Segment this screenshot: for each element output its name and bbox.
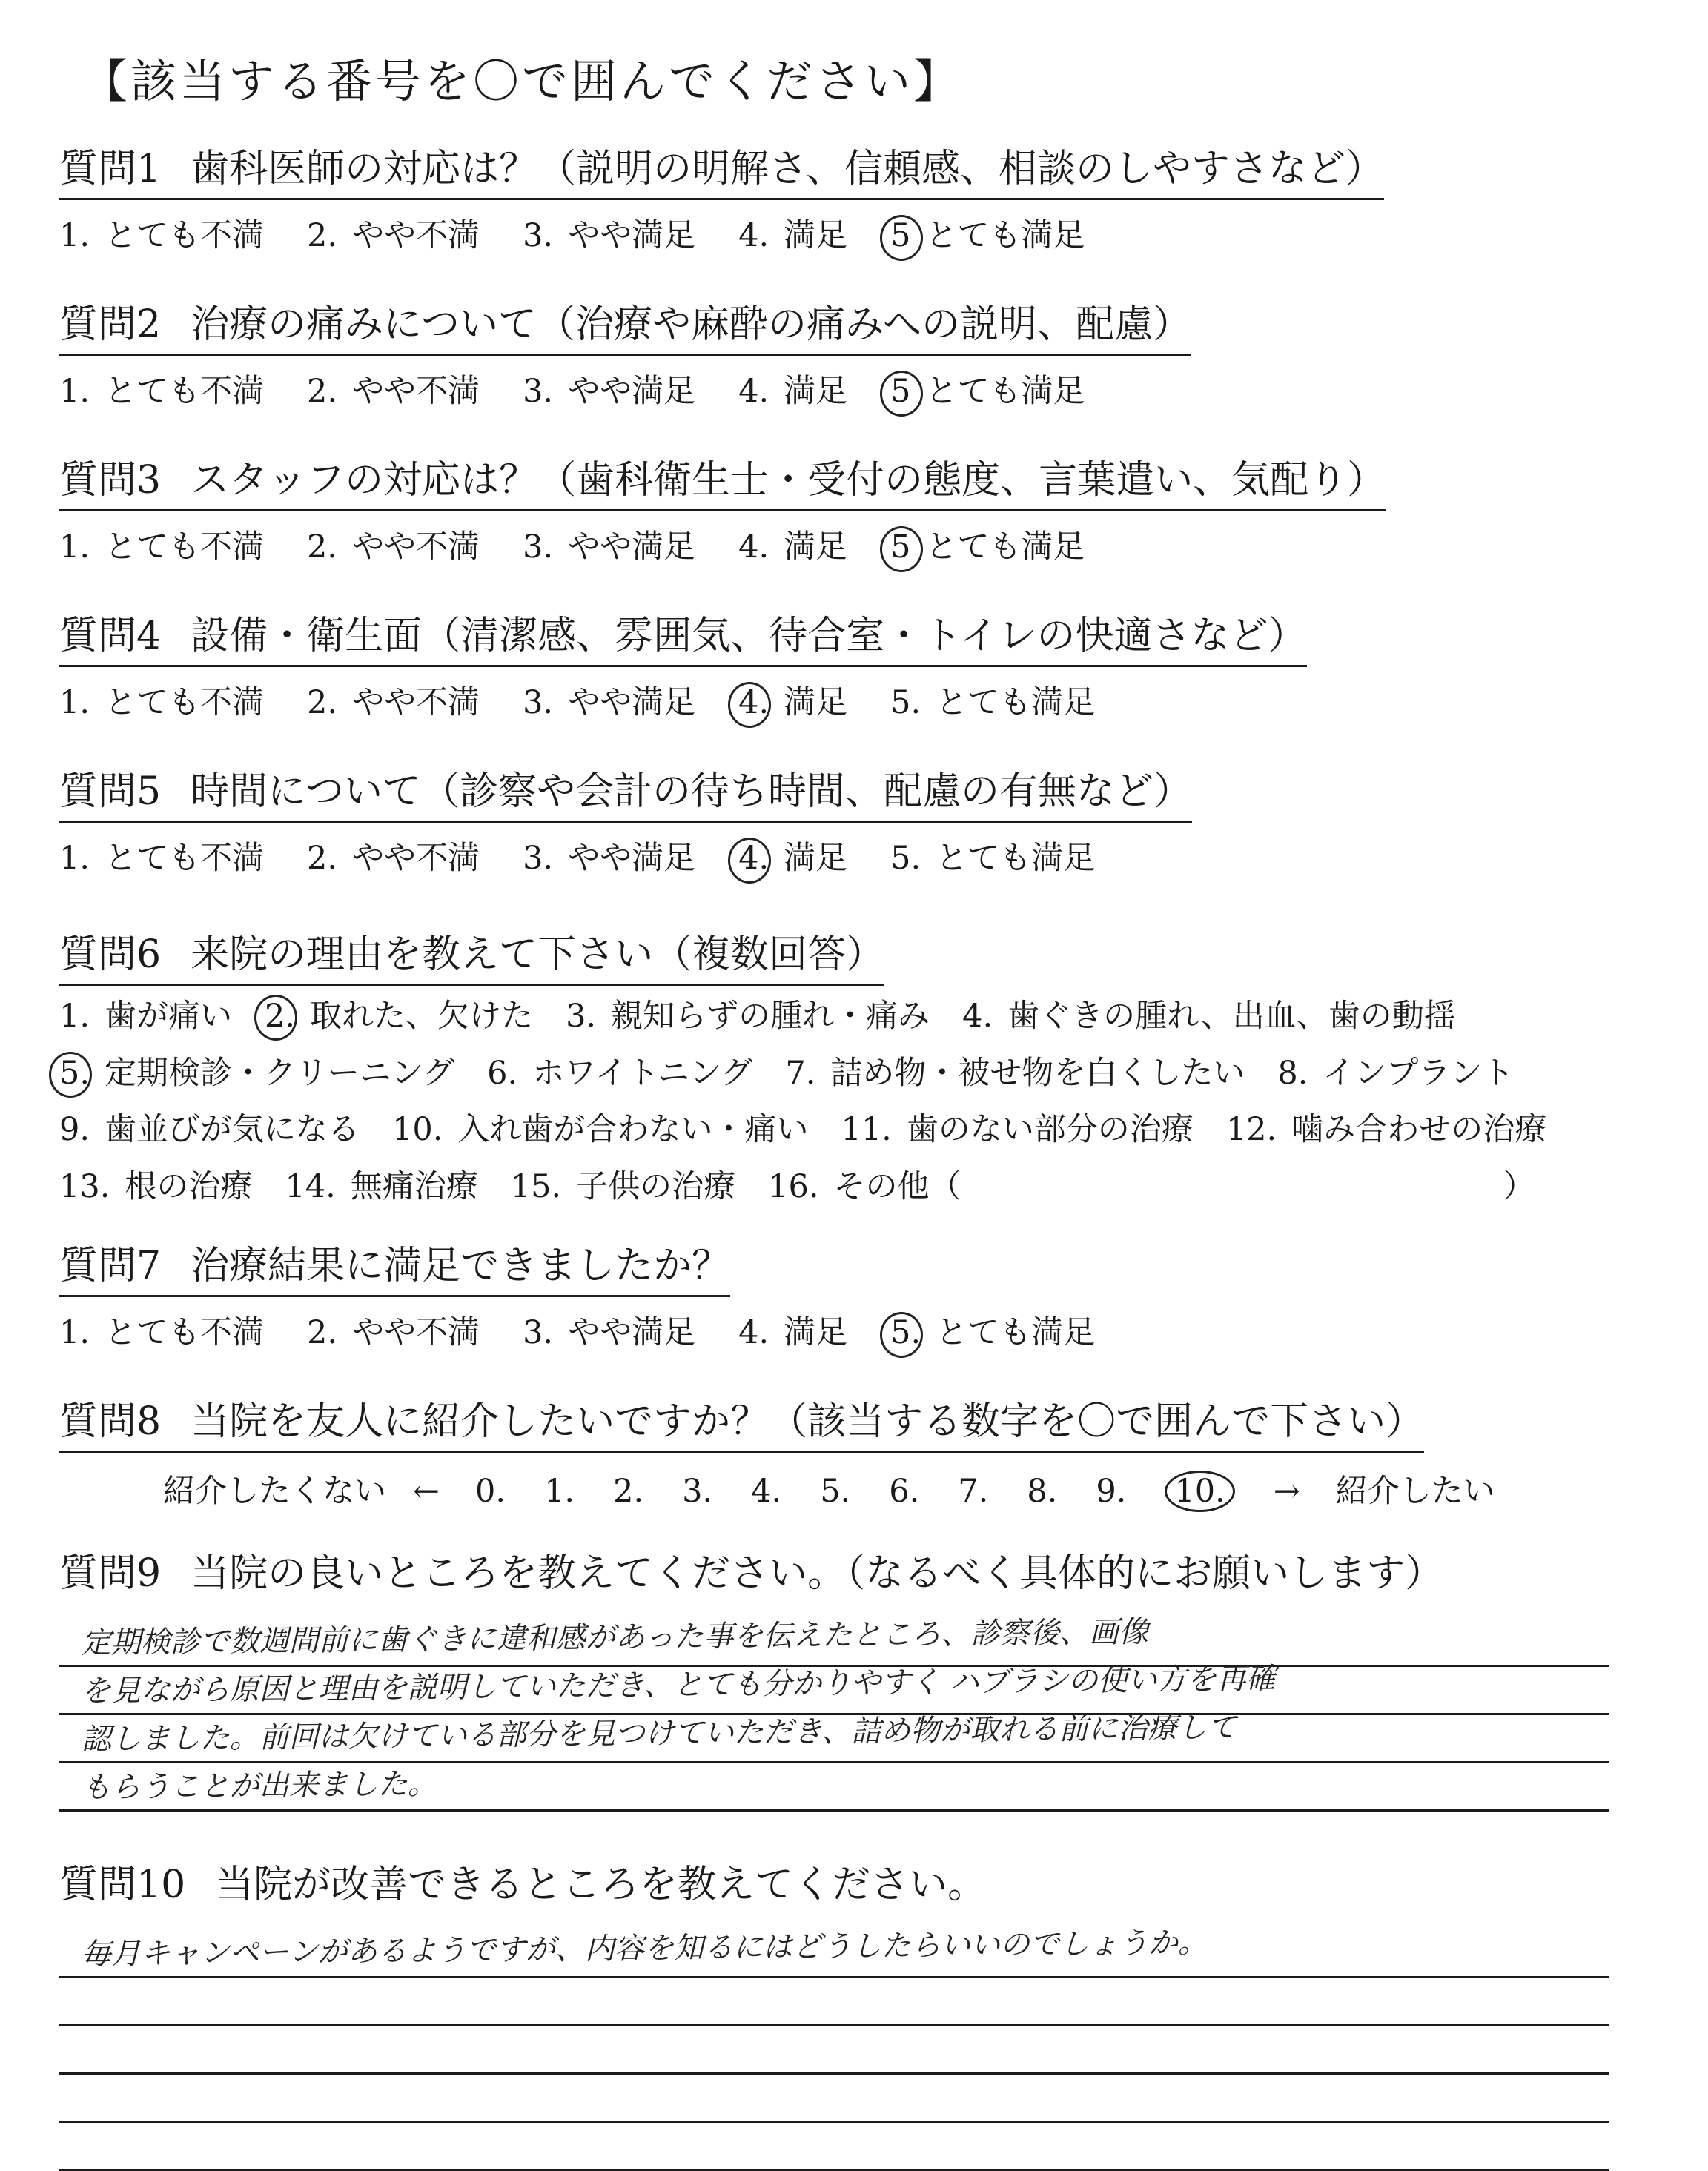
scale-value: 6. bbox=[889, 1472, 920, 1510]
option bbox=[523, 366, 695, 417]
option-label: ホワイトニング bbox=[532, 1054, 753, 1092]
option-number: 5. bbox=[890, 839, 921, 877]
scale-value: 1. bbox=[544, 1472, 575, 1510]
question-label: 質問8 bbox=[59, 1399, 162, 1444]
question-label: 質問9 bbox=[59, 1551, 162, 1596]
option bbox=[1277, 1047, 1514, 1100]
option-label: やや不満 bbox=[352, 216, 480, 254]
question-4 bbox=[59, 611, 1661, 728]
option-number: 3. bbox=[523, 1313, 554, 1351]
option-number: 4. bbox=[738, 677, 769, 729]
option-label: やや不満 bbox=[352, 528, 480, 566]
option-number: 14. bbox=[285, 1168, 336, 1206]
option-number: 8. bbox=[1277, 1054, 1308, 1092]
option-label: 子供の治療 bbox=[576, 1168, 736, 1206]
question-title bbox=[59, 611, 1307, 667]
option bbox=[307, 1307, 480, 1359]
option-label: 無痛治療 bbox=[350, 1168, 478, 1206]
option bbox=[841, 1104, 1193, 1156]
option-label: とても不満 bbox=[105, 1313, 265, 1351]
option bbox=[59, 522, 264, 573]
scale-value: 4. bbox=[751, 1472, 782, 1510]
option-number: 11. bbox=[841, 1111, 892, 1149]
scale-value: 0. bbox=[475, 1472, 506, 1510]
option-label: 満足 bbox=[784, 528, 848, 566]
option-label: とても満足 bbox=[925, 372, 1085, 410]
question-text: 来院の理由を教えて下さい（複数回答） bbox=[191, 932, 885, 977]
option-label: とても満足 bbox=[936, 839, 1096, 877]
option bbox=[523, 1307, 695, 1359]
question-3 bbox=[59, 456, 1661, 572]
question-text: 歯科医師の対応は？（説明の明解さ、信頼感、相談のしやすさなど） bbox=[191, 147, 1385, 191]
handwritten-answer: 定期検診で数週間前に歯ぐきに違和感があった事を伝えたところ、診察後、画像 bbox=[81, 1614, 1149, 1660]
option-label: 取れた、欠けた bbox=[310, 997, 534, 1035]
option-label: やや満足 bbox=[568, 683, 696, 721]
option-label: 歯ぐきの腫れ、出血、歯の動揺 bbox=[1007, 997, 1456, 1035]
option bbox=[962, 990, 1456, 1043]
answer-line bbox=[59, 1763, 1609, 1812]
option-label: 親知らずの腫れ・痛み bbox=[611, 997, 930, 1035]
option-label: 満足 bbox=[784, 1313, 848, 1351]
option-label: やや満足 bbox=[568, 372, 696, 410]
option-row bbox=[59, 1161, 1661, 1213]
option-number: 4. bbox=[738, 833, 769, 884]
option-label: 入れ歯が合わない・痛い bbox=[457, 1111, 809, 1149]
option bbox=[890, 677, 1095, 729]
question-label: 質問10 bbox=[59, 1863, 186, 1907]
option-label: 満足 bbox=[784, 683, 848, 721]
option-row bbox=[59, 990, 1661, 1043]
option bbox=[59, 211, 264, 262]
option bbox=[785, 1047, 1245, 1100]
option-number: 2. bbox=[307, 528, 338, 566]
option-number: 5. bbox=[890, 1307, 921, 1359]
option-label: とても満足 bbox=[925, 528, 1085, 566]
question-text: 設備・衛生面（清潔感、雰囲気、待合室・トイレの快適さなど） bbox=[191, 614, 1307, 658]
option bbox=[523, 211, 695, 262]
question-title bbox=[59, 300, 1191, 356]
question-9 bbox=[59, 1549, 1661, 1812]
option-number: 2. bbox=[265, 990, 295, 1043]
question-text: 当院が改善できるところを教えてください。 bbox=[215, 1863, 987, 1907]
option-selected bbox=[59, 1047, 454, 1100]
question-2 bbox=[59, 300, 1661, 417]
option-number: 7. bbox=[785, 1054, 816, 1092]
option-label: やや不満 bbox=[352, 839, 480, 877]
option bbox=[307, 522, 480, 573]
option-label: とても不満 bbox=[105, 683, 265, 721]
option-label: やや不満 bbox=[352, 1313, 480, 1351]
right-arrow: → bbox=[1273, 1472, 1300, 1510]
option-label: その他（ ） bbox=[833, 1168, 1535, 1206]
option-label: 満足 bbox=[784, 839, 848, 877]
question-title bbox=[59, 767, 1192, 823]
option bbox=[59, 990, 232, 1043]
question-label: 質問5 bbox=[59, 769, 162, 814]
option-label: やや満足 bbox=[568, 528, 696, 566]
option bbox=[59, 1104, 360, 1156]
question-title bbox=[59, 1397, 1424, 1453]
option-number: 6. bbox=[487, 1054, 518, 1092]
scale-value-selected: 10. bbox=[1165, 1471, 1234, 1512]
question-text: 当院の良いところを教えてください。（なるべく具体的にお願いします） bbox=[191, 1551, 1444, 1596]
option bbox=[738, 522, 847, 573]
answer-lines bbox=[59, 1614, 1609, 1812]
option-selected bbox=[738, 677, 847, 729]
option bbox=[768, 1161, 1535, 1213]
option-selected bbox=[738, 833, 847, 884]
option bbox=[307, 211, 480, 262]
option bbox=[307, 677, 480, 729]
question-8 bbox=[59, 1397, 1661, 1512]
answer-options bbox=[59, 366, 1661, 417]
question-title bbox=[59, 145, 1384, 200]
scale-right-label: 紹介したい bbox=[1335, 1472, 1495, 1510]
option bbox=[523, 522, 695, 573]
option-label: 歯のない部分の治療 bbox=[906, 1111, 1194, 1149]
option-number: 5 bbox=[890, 211, 910, 262]
option bbox=[307, 833, 480, 884]
scale-value: 5. bbox=[820, 1472, 851, 1510]
option-label: とても不満 bbox=[105, 528, 265, 566]
option-number: 12. bbox=[1225, 1111, 1277, 1149]
option-label: とても不満 bbox=[105, 372, 265, 410]
question-text: 時間について（診察や会計の待ち時間、配慮の有無など） bbox=[191, 769, 1193, 814]
question-label: 質問4 bbox=[59, 614, 162, 658]
left-arrow: ← bbox=[413, 1472, 440, 1510]
option bbox=[738, 366, 847, 417]
option-selected bbox=[890, 522, 1085, 573]
option-number: 5 bbox=[890, 522, 910, 573]
option-number: 3. bbox=[523, 528, 554, 566]
option-number: 2. bbox=[307, 216, 338, 254]
option-number: 15. bbox=[510, 1168, 562, 1206]
answer-line bbox=[59, 2026, 1609, 2075]
option-number: 3. bbox=[566, 997, 597, 1035]
handwritten-answer: 毎月キャンペーンがあるようですが、内容を知るにはどうしたらいいのでしょうか。 bbox=[81, 1925, 1208, 1972]
option-row bbox=[59, 1104, 1661, 1156]
option-label: 歯が痛い bbox=[105, 997, 233, 1035]
answer-options bbox=[59, 522, 1661, 573]
option-number: 1. bbox=[59, 997, 90, 1035]
option-number: 2. bbox=[307, 839, 338, 877]
option-number: 4. bbox=[738, 216, 769, 254]
option-number: 4. bbox=[738, 528, 769, 566]
option-number: 13. bbox=[59, 1168, 110, 1206]
option-number: 4. bbox=[738, 1313, 769, 1351]
page-title: 【該当する番号を〇で囲んでください】 bbox=[82, 54, 963, 108]
question-text: スタッフの対応は？（歯科衛生士・受付の態度、言葉遣い、気配り） bbox=[191, 458, 1386, 503]
recommend-scale bbox=[163, 1466, 1661, 1512]
q6-options bbox=[59, 990, 1661, 1214]
question-label: 質問7 bbox=[59, 1244, 162, 1288]
option-number: 2. bbox=[307, 1313, 338, 1351]
question-title bbox=[59, 456, 1386, 511]
question-title bbox=[59, 930, 884, 986]
option bbox=[59, 677, 264, 729]
option-label: やや不満 bbox=[352, 372, 480, 410]
option-number: 1. bbox=[59, 1313, 90, 1351]
handwritten-answer: 認しました。前回は欠けている部分を見つけていただき、詰め物が取れる前に治療して bbox=[81, 1710, 1237, 1757]
option-number: 4. bbox=[738, 372, 769, 410]
option bbox=[1226, 1104, 1546, 1156]
option-selected bbox=[890, 366, 1085, 417]
option bbox=[566, 990, 930, 1043]
option-label: 満足 bbox=[784, 372, 848, 410]
question-7 bbox=[59, 1242, 1661, 1358]
option-selected bbox=[265, 990, 533, 1043]
option bbox=[511, 1161, 735, 1213]
scale-value: 8. bbox=[1027, 1472, 1058, 1510]
option bbox=[59, 833, 264, 884]
option bbox=[523, 677, 695, 729]
option-label: 満足 bbox=[784, 216, 848, 254]
option bbox=[523, 833, 695, 884]
scale-left-label: 紹介したくない bbox=[163, 1472, 386, 1510]
option-selected bbox=[890, 211, 1085, 262]
question-1 bbox=[59, 145, 1661, 261]
option bbox=[59, 366, 264, 417]
question-text: 治療の痛みについて（治療や麻酔の痛みへの説明、配慮） bbox=[191, 302, 1192, 347]
option-label: 噛み合わせの治療 bbox=[1291, 1111, 1547, 1149]
question-5 bbox=[59, 767, 1661, 884]
option-label: 詰め物・被せ物を白くしたい bbox=[830, 1054, 1245, 1092]
option-number: 3. bbox=[523, 683, 554, 721]
question-6 bbox=[59, 930, 1661, 1213]
option-number: 10. bbox=[392, 1111, 443, 1149]
option-number: 16. bbox=[768, 1168, 819, 1206]
option-number: 5 bbox=[890, 366, 910, 417]
option bbox=[890, 833, 1095, 884]
option-number: 9. bbox=[59, 1111, 90, 1149]
option-label: 根の治療 bbox=[125, 1168, 253, 1206]
answer-line bbox=[59, 2075, 1609, 2123]
handwritten-answer: もらうことが出来ました。 bbox=[81, 1766, 437, 1805]
option-number: 1. bbox=[59, 528, 90, 566]
option-label: とても満足 bbox=[936, 683, 1096, 721]
option-number: 5. bbox=[890, 683, 921, 721]
option-selected bbox=[890, 1307, 1095, 1359]
question-title bbox=[59, 1549, 1443, 1602]
question-label: 質問1 bbox=[59, 147, 162, 191]
answer-line bbox=[59, 1978, 1609, 2026]
question-title bbox=[59, 1860, 986, 1914]
option-number: 5. bbox=[59, 1047, 90, 1100]
option bbox=[738, 211, 847, 262]
answer-line bbox=[59, 2123, 1609, 2171]
option-label: 歯並びが気になる bbox=[105, 1111, 360, 1149]
option bbox=[487, 1047, 752, 1100]
option bbox=[59, 1307, 264, 1359]
option-label: やや満足 bbox=[568, 839, 696, 877]
option-row bbox=[59, 1047, 1661, 1100]
option-number: 3. bbox=[523, 372, 554, 410]
scale-value: 7. bbox=[958, 1472, 989, 1510]
option-number: 3. bbox=[523, 216, 554, 254]
option-label: やや満足 bbox=[568, 1313, 696, 1351]
question-text: 当院を友人に紹介したいですか？（該当する数字を〇で囲んで下さい） bbox=[191, 1399, 1425, 1444]
answer-line bbox=[59, 1925, 1609, 1978]
option bbox=[392, 1104, 808, 1156]
option-number: 3. bbox=[523, 839, 554, 877]
answer-options bbox=[59, 677, 1661, 729]
question-10 bbox=[59, 1860, 1661, 2171]
question-text: 治療結果に満足できましたか？ bbox=[191, 1244, 731, 1288]
option-number: 2. bbox=[307, 683, 338, 721]
option-number: 2. bbox=[307, 372, 338, 410]
scale-value: 2. bbox=[613, 1472, 644, 1510]
option-label: インプラント bbox=[1323, 1054, 1515, 1092]
option-label: やや不満 bbox=[352, 683, 480, 721]
answer-options bbox=[59, 833, 1661, 884]
option bbox=[738, 1307, 847, 1359]
option-number: 1. bbox=[59, 372, 90, 410]
scale-value: 9. bbox=[1096, 1472, 1127, 1510]
option-label: やや満足 bbox=[568, 216, 696, 254]
option bbox=[307, 366, 480, 417]
option-label: とても満足 bbox=[936, 1313, 1096, 1351]
option-number: 4. bbox=[962, 997, 993, 1035]
option bbox=[59, 1161, 252, 1213]
answer-lines bbox=[59, 1925, 1609, 2171]
question-title bbox=[59, 1242, 730, 1297]
option-number: 1. bbox=[59, 839, 90, 877]
option-label: とても不満 bbox=[105, 216, 265, 254]
option-number: 1. bbox=[59, 216, 90, 254]
option-number: 1. bbox=[59, 683, 90, 721]
option-label: 定期検診・クリーニング bbox=[105, 1054, 455, 1092]
question-label: 質問3 bbox=[59, 458, 162, 503]
handwritten-answer: を見ながら原因と理由を説明していただき、とても分かりやすく ハブラシの使い方を再確 bbox=[81, 1661, 1277, 1708]
option-label: とても不満 bbox=[105, 839, 265, 877]
answer-options bbox=[59, 211, 1661, 262]
question-label: 質問6 bbox=[59, 932, 162, 977]
option bbox=[285, 1161, 477, 1213]
question-label: 質問2 bbox=[59, 302, 162, 347]
q7-options bbox=[59, 1307, 1661, 1359]
scale-value: 3. bbox=[682, 1472, 713, 1510]
answer-line bbox=[59, 1710, 1609, 1763]
option-label: とても満足 bbox=[925, 216, 1085, 254]
